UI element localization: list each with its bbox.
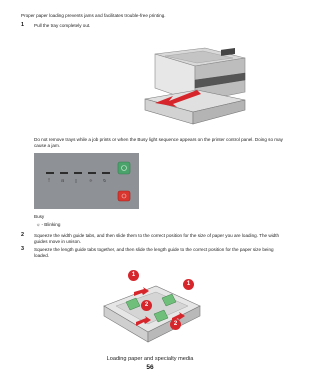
control-panel-illustration [34, 153, 139, 209]
tray-guides-illustration [96, 262, 208, 348]
step-1-text: Pull the tray completely out. [34, 23, 91, 28]
intro-text: Proper paper loading prevents jams and facilitates trouble-free printing. [21, 13, 166, 18]
callout-1-right [183, 279, 194, 290]
printer-tray-illustration [135, 44, 255, 132]
legend-blink-label: - Blinking [41, 222, 61, 227]
callout-label: 1 [131, 272, 136, 278]
svg-text:⊟: ⊟ [61, 178, 65, 183]
svg-text:↻: ↻ [103, 178, 107, 183]
footer-title: Loading paper and specialty media [106, 356, 194, 362]
legend-blink-row [36, 222, 60, 228]
callout-2-left [141, 300, 152, 311]
svg-text:!: ! [48, 178, 51, 184]
step-1-number: 1 [21, 22, 24, 28]
warning-text: Do not remove trays while a job prints or when the Busy light sequence appears on the printer control panel. Doing so may cause a jam. [34, 137, 283, 149]
step-2-text: Squeeze the width guide tabs, and then slide them to the correct position for the size of paper you are loading. The width guides move in unison. [34, 233, 280, 245]
page-number: 56 [146, 364, 154, 371]
legend-busy: Busy [34, 214, 45, 219]
sun-icon: ☼ [36, 222, 41, 227]
svg-text:▯: ▯ [75, 178, 78, 183]
callout-1-top-left [128, 270, 139, 281]
step-3-text: Squeeze the length guide tabs together, and then slide the length guide to the correct position for the paper size being loaded. [34, 247, 274, 259]
callout-label: 2 [173, 321, 178, 327]
svg-text:☼: ☼ [89, 178, 93, 183]
callout-label: 2 [144, 302, 149, 308]
step-2-number: 2 [21, 232, 24, 238]
step-3-number: 3 [21, 246, 24, 252]
callout-2-right [170, 319, 181, 330]
callout-label: 1 [186, 281, 191, 287]
